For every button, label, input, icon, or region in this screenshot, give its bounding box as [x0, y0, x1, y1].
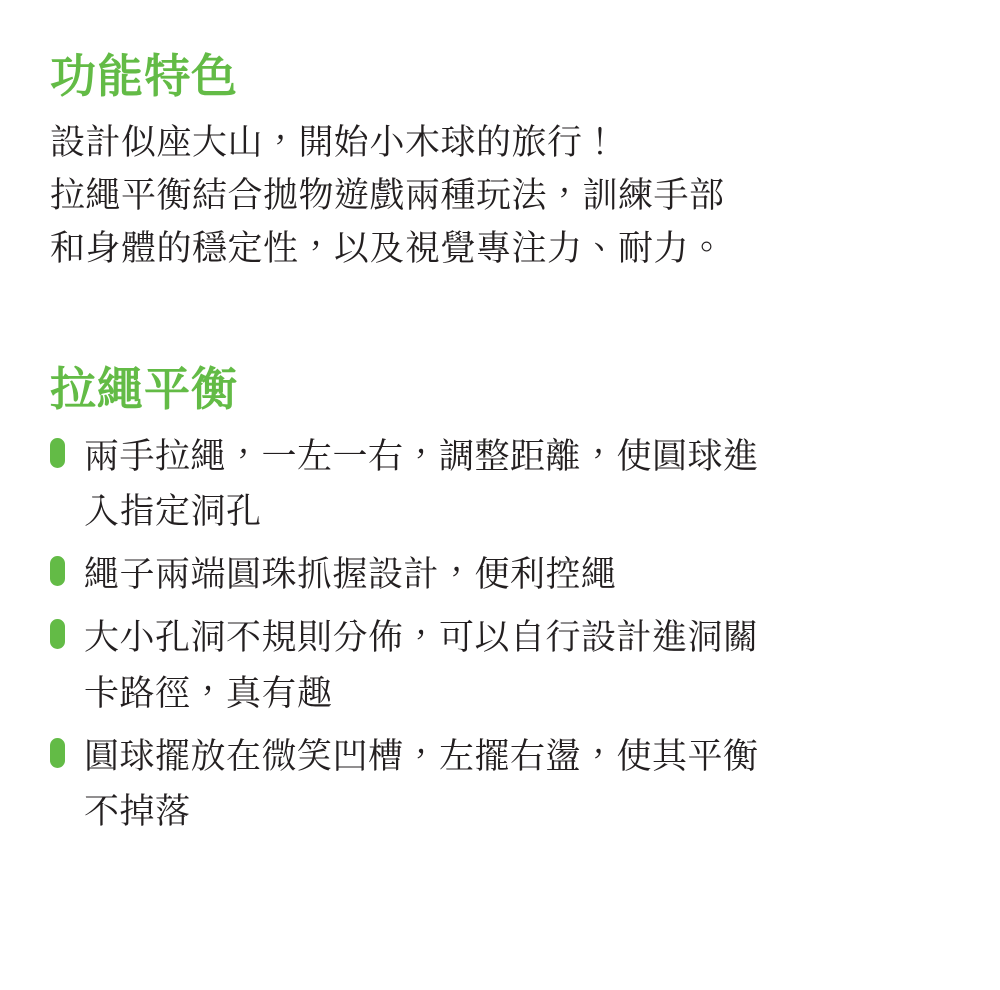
section-rope-balance — [50, 361, 950, 840]
bullet-marker-icon — [50, 738, 65, 768]
list-item — [50, 729, 950, 840]
section-features — [50, 48, 950, 275]
list-item-label-cont: 入指定洞孔 — [84, 491, 262, 531]
section-spacer — [50, 275, 950, 361]
features-line: 設計似座大山，開始小木球的旅行！ — [50, 122, 619, 162]
bullet-marker-icon — [50, 556, 65, 586]
list-item — [50, 429, 950, 540]
list-item-label: 兩手拉繩，一左一右，調整距離，使圓球進 — [84, 436, 759, 476]
features-paragraph — [50, 116, 950, 276]
section-heading-features: 功能特色 — [50, 50, 238, 102]
rope-balance-bullet-list — [50, 429, 950, 840]
list-item-label: 大小孔洞不規則分佈，可以自行設計進洞關 — [84, 618, 759, 658]
bullet-marker-icon — [50, 619, 65, 649]
list-item — [50, 610, 950, 721]
section-heading-rope-balance: 拉繩平衡 — [50, 363, 238, 416]
list-item-label-cont: 卡路徑，真有趣 — [84, 673, 333, 713]
features-line: 和身體的穩定性，以及視覺專注力、耐力。 — [50, 228, 725, 268]
list-item-label-cont: 不掉落 — [84, 792, 191, 832]
list-item — [50, 547, 950, 602]
list-item-label: 繩子兩端圓珠抓握設計，便利控繩 — [84, 555, 617, 595]
list-item-label: 圓球擺放在微笑凹槽，左擺右盪，使其平衡 — [84, 737, 759, 777]
features-line: 拉繩平衡結合拋物遊戲兩種玩法，訓練手部 — [50, 175, 725, 215]
bullet-marker-icon — [50, 438, 65, 468]
